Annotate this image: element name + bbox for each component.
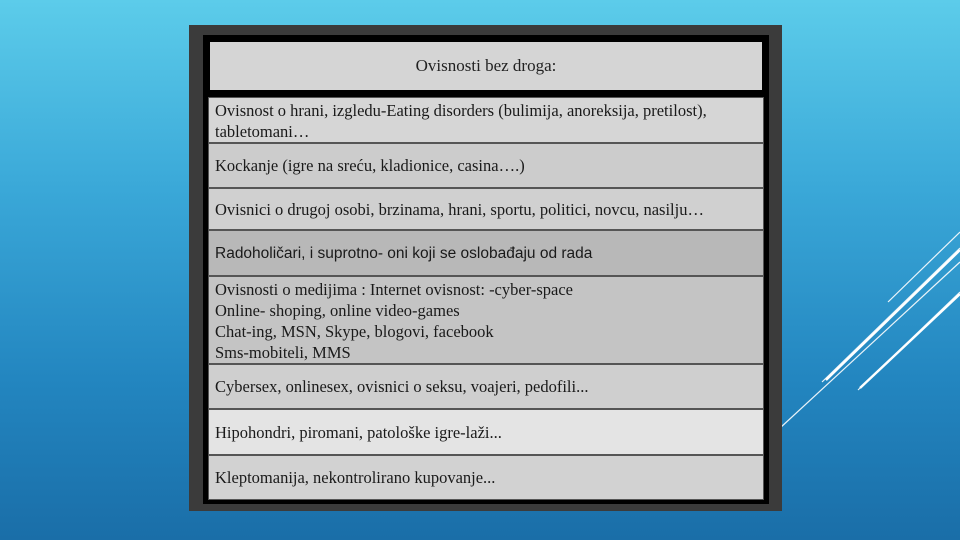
table-header: Ovisnosti bez droga: — [208, 40, 764, 92]
slide-frame — [189, 25, 782, 511]
table-row — [208, 455, 764, 500]
row-text: Sms-mobiteli, MMS — [215, 343, 351, 362]
row-text: tabletomani… — [215, 122, 310, 141]
row-text: Radoholičari, i suprotno- oni koji se oslobađaju od rada — [215, 244, 593, 262]
table-row — [208, 188, 764, 230]
row-text: Ovisnici o drugoj osobi, brzinama, hrani, sportu, politici, novcu, nasilju… — [215, 199, 704, 219]
row-text: Ovisnost o hrani, izgledu-Eating disorders (bulimija, anoreksija, pretilost), — [215, 101, 707, 120]
row-text: Cybersex, onlinesex, ovisnici o seksu, voajeri, pedofili... — [215, 377, 589, 396]
addictions-table — [203, 35, 769, 504]
row-text: Ovisnosti o medijima : Internet ovisnost: -cyber-space — [215, 280, 574, 299]
table-row — [208, 97, 764, 143]
row-text: Chat-ing, MSN, Skype, blogovi, facebook — [215, 322, 494, 341]
row-text: Kleptomanija, nekontrolirano kupovanje... — [215, 468, 496, 487]
row-text: Hipohondri, piromani, patološke igre-laži... — [215, 422, 502, 442]
row-text: Kockanje (igre na sreću, kladionice, casina….) — [215, 156, 525, 175]
table-row — [208, 364, 764, 409]
table-row — [208, 230, 764, 276]
table-row — [208, 276, 764, 364]
table-row — [208, 409, 764, 455]
row-text: Online- shoping, online video-games — [215, 301, 460, 320]
table-row — [208, 143, 764, 188]
